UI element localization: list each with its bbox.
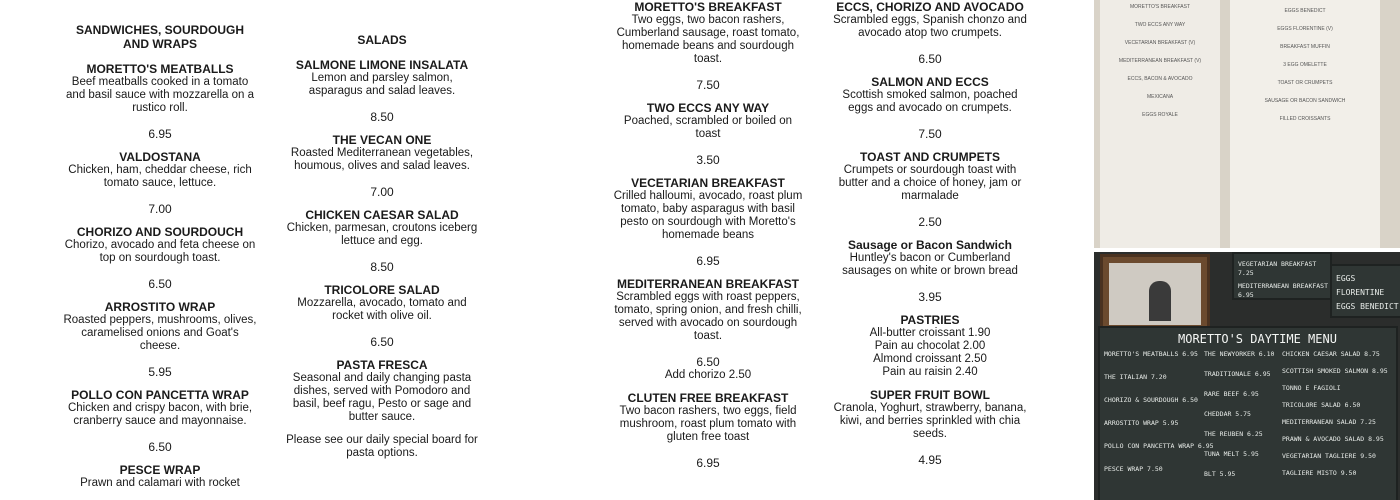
menu-column-sandwiches — [62, 0, 258, 500]
menu-item — [610, 1, 806, 92]
paper-menu-left-text — [1100, 4, 1220, 130]
menu-item-name: ECCS, CHORIZO AND AVOCADO — [836, 0, 1024, 14]
menu-item-price: 5.95 — [148, 365, 172, 379]
chalk-line: THE REUBEN 6.25 — [1204, 430, 1263, 438]
menu-item-name: PESCE WRAP — [119, 463, 201, 477]
chalk-line: CHORIZO & SOURDOUGH 6.50 — [1104, 396, 1198, 404]
menu-item-name: MORETTO'S BREAKFAST — [634, 0, 782, 14]
menu-item — [832, 389, 1028, 467]
section-title-salads: SALADS — [357, 33, 407, 47]
chalkboard-left-list — [1104, 350, 1214, 488]
menu-item-name: MEDITERRANEAN BREAKFAST — [616, 277, 799, 291]
photo-chalkboard-menu — [1094, 252, 1400, 500]
menu-item-description: Crilled halloumi, avocado, roast plum tomato, baby asparagus with basil pesto on sourdough with Moretto's homemade beans — [613, 190, 803, 241]
menu-item-description: Lemon and parsley salmon, asparagus and salad leaves. — [308, 72, 456, 97]
chalkboard-main — [1098, 326, 1398, 500]
menu-item — [610, 392, 806, 470]
framed-photo — [1100, 254, 1210, 334]
menu-item-description: Crumpets or sourdough toast with butter and a choice of honey, jam or marmalade — [838, 164, 1022, 202]
photo-paper-menu — [1094, 0, 1400, 248]
chalkboard-right-list — [1282, 350, 1388, 486]
menu-item-description: Huntley's bacon or Cumberland sausages on white or brown bread — [842, 252, 1018, 277]
chalk-line: TUNA MELT 5.95 — [1204, 450, 1259, 458]
person-silhouette-icon — [1149, 281, 1171, 321]
menu-item-price: 3.95 — [918, 290, 942, 304]
paper-menu-line: VECETARIAN BREAKFAST (V) — [1124, 40, 1196, 46]
menu-item-description: Two eggs, two bacon rashers, Cumberland sausage, roast tomato, homemade beans and sourdough toast. — [616, 14, 800, 65]
menu-item-name: SALMON AND ECCS — [871, 75, 989, 89]
menu-item-name: TWO ECCS ANY WAY — [646, 101, 770, 115]
menu-item-name: MORETTO'S MEATBALLS — [86, 62, 234, 76]
menu-item — [286, 134, 478, 199]
eggs-pastries-items — [832, 1, 1028, 467]
menu-item-price: 6.50 — [148, 277, 172, 291]
menu-column-salads — [286, 0, 478, 460]
menu-item-price: 7.00 — [148, 202, 172, 216]
menu-item-price: 7.00 — [370, 185, 394, 199]
menu-item-description: Chorizo, avocado and feta cheese on top on sourdough toast. — [64, 239, 256, 264]
paper-menu-line: TWO ECCS ANY WAY — [1134, 22, 1186, 28]
paper-menu-line: BREAKFAST MUFFIN — [1280, 44, 1330, 50]
pastry-line: Pain au raisin 2.40 — [882, 366, 978, 378]
pastry-line: All-butter croissant 1.90 — [869, 327, 991, 339]
menu-item-name: ARROSTITO WRAP — [104, 300, 216, 314]
chalk-line: THE ITALIAN 7.20 — [1104, 373, 1167, 381]
menu-item-price: 6.95 — [148, 127, 172, 141]
menu-item-price: 6.50 — [918, 52, 942, 66]
menu-item-price: 7.50 — [696, 78, 720, 92]
menu-item-price: 6.95 — [696, 254, 720, 268]
menu-item — [832, 314, 1028, 379]
menu-item-description: Mozzarella, avocado, tomato and rocket with olive oil. — [297, 297, 467, 322]
menu-item — [62, 226, 258, 291]
menu-item-name: TRICOLORE SALAD — [324, 283, 440, 297]
paper-menu-line: MORETTO'S BREAKFAST — [1129, 4, 1191, 10]
menu-item-name: SALMONE LIMONE INSALATA — [295, 58, 469, 72]
menu-item-description: Poached, scrambled or boiled on toast — [623, 115, 793, 140]
paper-menu-line: EGGS BENEDICT — [1284, 8, 1326, 14]
menu-item-description: Roasted Mediterranean vegetables, houmous, olives and salad leaves. — [290, 147, 474, 172]
menu-item-name: TOAST AND CRUMPETS — [859, 150, 1000, 164]
pastry-line: Almond croissant 2.50 — [873, 353, 987, 365]
menu-item-name: PASTA FRESCA — [336, 358, 428, 372]
chalk-line: MEDITERRANEAN SALAD 7.25 — [1282, 418, 1376, 426]
menu-item — [286, 284, 478, 349]
chalk-line: VEGETARIAN TAGLIERE 9.50 — [1282, 452, 1376, 460]
menu-item-name: SUPER FRUIT BOWL — [870, 388, 990, 402]
section-title-sandwiches: SANDWICHES, SOURDOUGH AND WRAPS — [75, 23, 244, 51]
menu-item-description: Scrambled eggs with roast peppers, tomato, spring onion, and fresh chilli, served with avocado on sourdough toast. — [614, 291, 802, 342]
chalkboard-title: MORETTO'S DAYTIME MENU — [1178, 332, 1337, 346]
menu-item-price: 8.50 — [370, 260, 394, 274]
menu-item — [286, 359, 478, 424]
menu-column-breakfast — [610, 1, 806, 480]
paper-menu-right-text — [1230, 8, 1380, 134]
menu-item-description: Two bacon rashers, two eggs, field mushroom, roast plum tomato with gluten free toast — [619, 405, 797, 443]
menu-item-description: Scottish smoked salmon, poached eggs and avocado on crumpets. — [842, 89, 1018, 114]
menu-item-description: Scrambled eggs, Spanish chonzo and avocado atop two crumpets. — [833, 14, 1027, 39]
menu-item — [62, 63, 258, 141]
chalk-line: PRAWN & AVOCADO SALAD 8.95 — [1282, 435, 1384, 443]
paper-menu-line: FILLED CROISSANTS — [1279, 116, 1331, 122]
chalk-line: EGGS BENEDICT — [1336, 302, 1399, 311]
menu-item-description: Beef meatballs cooked in a tomato and basil sauce with mozzarella on a rustico roll. — [66, 76, 254, 114]
menu-item — [832, 76, 1028, 141]
menu-item-name: PASTRIES — [900, 313, 960, 327]
menu-item-name: CHORIZO AND SOURDOUCH — [76, 225, 244, 239]
salad-items — [286, 59, 478, 424]
menu-item — [62, 389, 258, 454]
sandwich-items — [62, 63, 258, 490]
chalk-line: RARE BEEF 6.95 — [1204, 390, 1259, 398]
menu-item-name: VALDOSTANA — [119, 150, 201, 164]
menu-item-price: 6.50 — [370, 335, 394, 349]
menu-item-name: Sausage or Bacon Sandwich — [847, 238, 1013, 252]
menu-item — [832, 151, 1028, 229]
menu-item-price: 4.95 — [918, 453, 942, 467]
menu-item-description: Chicken and crispy bacon, with brie, cranberry sauce and mayonnaise. — [67, 402, 253, 427]
breakfast-items — [610, 1, 806, 470]
chalk-line: BLT 5.95 — [1204, 470, 1236, 478]
paper-menu-line: EGGS FLORENTINE (V) — [1277, 26, 1333, 32]
menu-item-price: 2.50 — [918, 215, 942, 229]
chalk-line: TAGLIERE MISTO 9.50 — [1282, 469, 1357, 477]
menu-item-price: 8.50 — [370, 110, 394, 124]
menu-item-price: 6.50 — [696, 355, 720, 369]
menu-item-description: Chicken, ham, cheddar cheese, rich tomato sauce, lettuce. — [68, 164, 252, 189]
menu-item-name: CLUTEN FREE BREAKFAST — [627, 391, 789, 405]
menu-item — [610, 278, 806, 382]
chalk-line: MORETTO'S MEATBALLS 6.95 — [1104, 350, 1198, 358]
chalk-line: TRADITIONALE 6.95 — [1204, 370, 1271, 378]
paper-menu-line: ECCS, BACON & AVOCADO — [1127, 76, 1193, 82]
menu-item — [62, 301, 258, 379]
menu-item-price: 6.95 — [696, 456, 720, 470]
menu-item-name: POLLO CON PANCETTA WRAP — [71, 388, 249, 402]
chalk-line: EGGS FLORENTINE — [1336, 274, 1385, 297]
paper-menu-line: TOAST OR CRUMPETS — [1277, 80, 1333, 86]
menu-item-description: Roasted peppers, mushrooms, olives, caramelised onions and Goat's cheese. — [63, 314, 257, 352]
menu-item-description: Seasonal and daily changing pasta dishes, served with Pomodoro and basil, beef ragu, Pesto or sage and butter sauce. — [292, 372, 472, 423]
chalkboard-mid-list — [1204, 350, 1274, 490]
chalk-line: TONNO E FAGIOLI — [1282, 384, 1341, 392]
chalkboard-small-left-text — [1238, 260, 1330, 304]
menu-item — [62, 151, 258, 216]
chalk-line: THE NEWYORKER 6.10 — [1204, 350, 1275, 358]
paper-menu-left — [1100, 0, 1220, 248]
paper-menu-line: SAUSAGE OR BACON SANDWICH — [1264, 98, 1346, 104]
chalk-line: CHICKEN CAESAR SALAD 8.75 — [1282, 350, 1380, 358]
menu-item-name: THE VECAN ONE — [332, 133, 432, 147]
menu-item-description: Chicken, parmesan, croutons iceberg lettuce and egg. — [286, 222, 478, 247]
chalk-line: ARROSTITO WRAP 5.95 — [1104, 419, 1179, 427]
chalkboard-small-right-text — [1336, 272, 1400, 314]
menu-item-name: CHICKEN CAESAR SALAD — [305, 208, 459, 222]
pastry-line: Pain au chocolat 2.00 — [874, 340, 986, 352]
chalkboard-small-right — [1330, 264, 1400, 318]
paper-menu-right — [1230, 0, 1380, 248]
paper-menu-line: EGGS ROYALE — [1142, 112, 1178, 118]
framed-photo-image — [1109, 263, 1201, 325]
menu-item — [610, 177, 806, 268]
paper-menu-line: MEXICANA — [1146, 94, 1174, 100]
menu-item — [62, 464, 258, 490]
menu-item-price: 7.50 — [918, 127, 942, 141]
chalk-line: CHEDDAR 5.75 — [1204, 410, 1251, 418]
menu-item — [832, 1, 1028, 66]
chalkboard-small-left — [1232, 252, 1332, 300]
menu-item-price: 6.50 — [148, 440, 172, 454]
menu-item — [610, 102, 806, 167]
chalk-line: POLLO CON PANCETTA WRAP 6.95 — [1104, 442, 1214, 450]
chalk-line: VEGETARIAN BREAKFAST 7.25 — [1238, 260, 1317, 277]
menu-item — [286, 209, 478, 274]
menu-item-extra: Add chorizo 2.50 — [664, 369, 752, 381]
menu-item — [832, 239, 1028, 304]
menu-column-eggs-pastries — [832, 1, 1028, 477]
menu-item — [286, 59, 478, 124]
menu-item-description: Prawn and calamari with rocket — [80, 477, 240, 489]
menu-item-description: Cranola, Yoghurt, strawberry, banana, kiwi, and berries sprinkled with chia seeds. — [833, 402, 1027, 440]
paper-menu-line: MEDITERRANEAN BREAKFAST (V) — [1118, 58, 1202, 64]
menu-item-name: VECETARIAN BREAKFAST — [631, 176, 785, 190]
menu-item-price: 3.50 — [696, 153, 720, 167]
chalk-line: TRICOLORE SALAD 6.50 — [1282, 401, 1361, 409]
paper-menu-line: 3 EGG OMELETTE — [1283, 62, 1327, 68]
chalk-line: PESCE WRAP 7.50 — [1104, 465, 1163, 473]
chalk-line: MEDITERRANEAN BREAKFAST 6.95 — [1238, 282, 1329, 299]
pasta-note: Please see our daily special board for pasta options. — [286, 434, 478, 459]
chalk-line: SCOTTISH SMOKED SALMON 8.95 — [1282, 367, 1388, 375]
